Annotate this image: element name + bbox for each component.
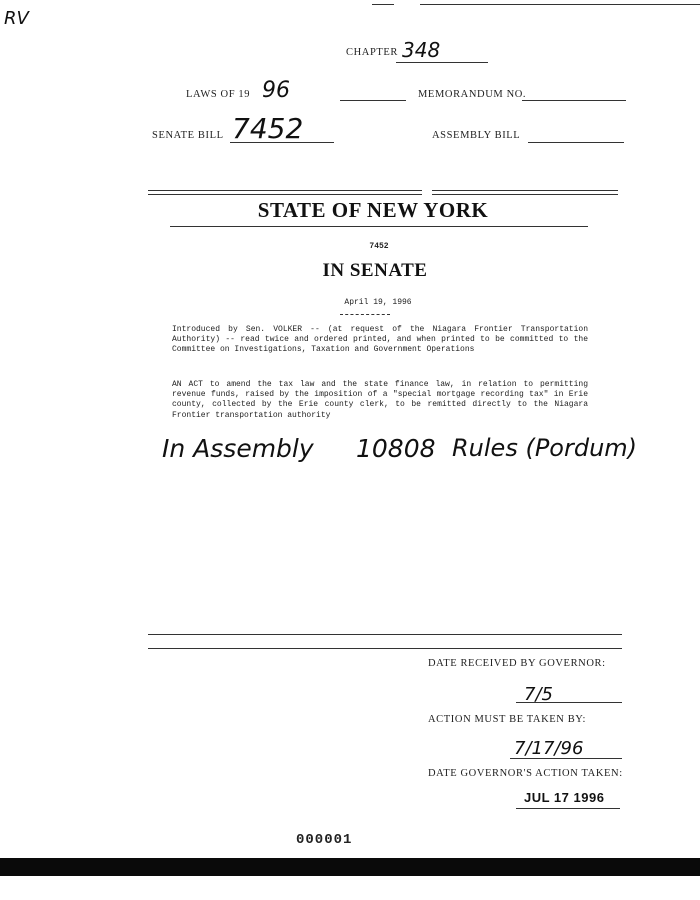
bill-number: 7452 bbox=[369, 242, 389, 251]
date-received-underline bbox=[516, 702, 622, 703]
handwritten-committee: Rules (Pordum) bbox=[452, 434, 638, 462]
chamber-title: IN SENATE bbox=[322, 260, 428, 281]
senate-bill-label: SENATE BILL bbox=[152, 130, 224, 141]
act-paragraph: AN ACT to amend the tax law and the state finance law, in relation to permitting revenue funds, raised by the imposition of a "special mortgage recording tax" in Erie county, collected by the Erie county clerk, to be remitted directly to the Niagara Frontier transportation authority bbox=[172, 380, 588, 420]
document-title: STATE OF NEW YORK bbox=[257, 198, 489, 222]
title-top-rule-right bbox=[432, 190, 618, 191]
senate-bill-value: 7452 bbox=[232, 112, 304, 145]
action-must-underline bbox=[510, 758, 622, 759]
action-must-value: 7/17/96 bbox=[514, 738, 584, 759]
page-number: 000001 bbox=[296, 832, 353, 848]
corner-initials: RV bbox=[4, 8, 29, 29]
title-top-rule-left bbox=[148, 190, 422, 191]
lower-rule-1 bbox=[148, 634, 622, 635]
memo-label: MEMORANDUM NO. bbox=[418, 89, 527, 100]
laws-label: LAWS OF 19 bbox=[186, 89, 251, 100]
laws-value: 96 bbox=[262, 78, 290, 103]
date-underline bbox=[340, 314, 390, 315]
scan-edge-bar bbox=[0, 858, 700, 876]
action-taken-label: DATE GOVERNOR'S ACTION TAKEN: bbox=[428, 768, 623, 779]
lower-rule-2 bbox=[148, 648, 622, 649]
top-rule-left bbox=[372, 4, 394, 5]
laws-blank-rule bbox=[340, 100, 406, 101]
handwritten-in-assembly: In Assembly bbox=[162, 434, 314, 463]
assembly-bill-underline bbox=[528, 142, 624, 143]
memo-underline bbox=[522, 100, 626, 101]
title-top-rule-left-2 bbox=[148, 194, 422, 195]
date-received-label: DATE RECEIVED BY GOVERNOR: bbox=[428, 658, 606, 669]
introduction-paragraph: Introduced by Sen. VOLKER -- (at request of the Niagara Frontier Transportation Authority) -- read twice and ordered printed, and when printed to be committed to the Committee on Investigations, Taxation and Government Operations bbox=[172, 325, 588, 355]
chapter-value: 348 bbox=[402, 38, 441, 62]
action-taken-stamp: JUL 17 1996 bbox=[524, 790, 605, 805]
action-must-label: ACTION MUST BE TAKEN BY: bbox=[428, 714, 587, 725]
date-received-value: 7/5 bbox=[524, 684, 553, 705]
action-taken-underline bbox=[516, 808, 620, 809]
title-underline bbox=[170, 226, 588, 227]
handwritten-assembly-number: 10808 bbox=[356, 434, 436, 463]
assembly-bill-label: ASSEMBLY BILL bbox=[432, 130, 521, 141]
chapter-label: CHAPTER bbox=[346, 47, 399, 58]
chapter-underline bbox=[396, 62, 488, 63]
senate-bill-underline bbox=[230, 142, 334, 143]
introduction-date: April 19, 1996 bbox=[344, 298, 412, 307]
title-top-rule-right-2 bbox=[432, 194, 618, 195]
top-rule-right bbox=[420, 4, 700, 5]
